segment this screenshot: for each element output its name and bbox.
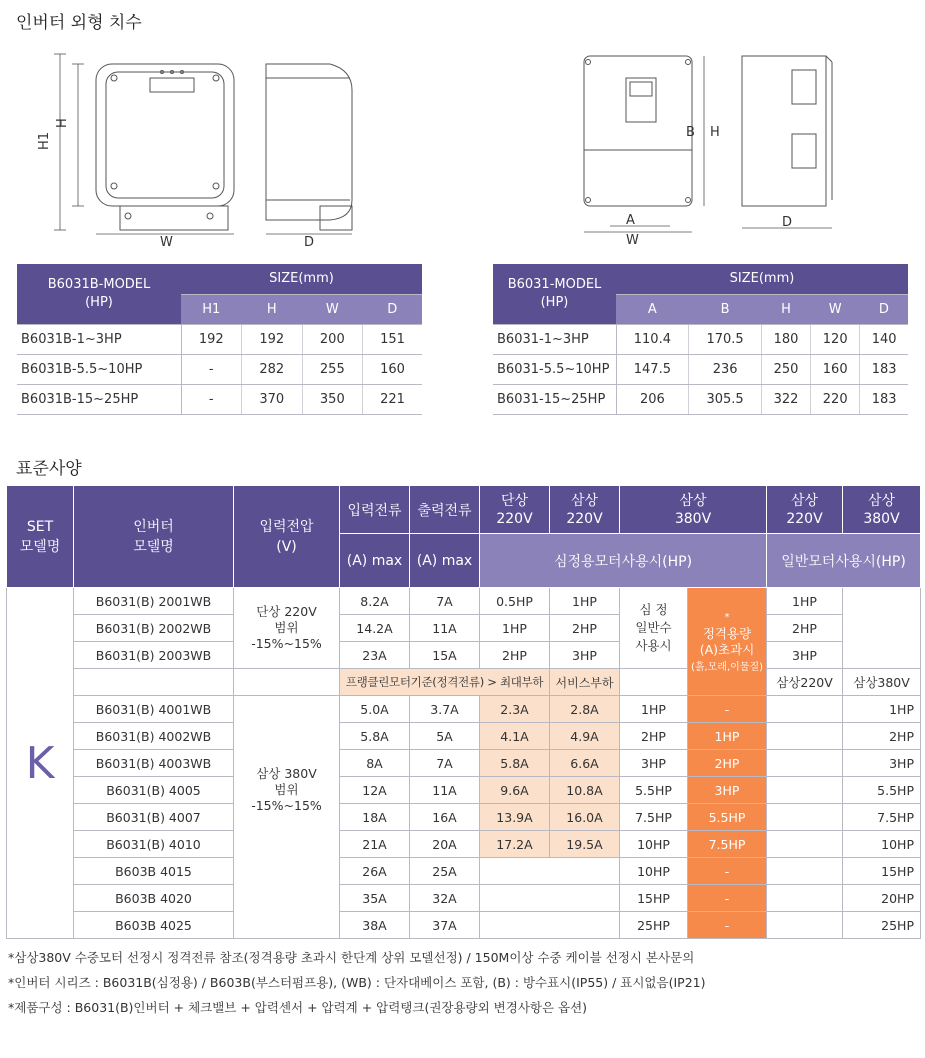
col-w: W — [302, 294, 363, 324]
side-body — [266, 64, 352, 220]
table-row: B6031B-1~3HP 192 192 200 151 — [17, 324, 422, 354]
header-deep-well: 심정용모터사용시(HP) — [480, 534, 767, 588]
model-header: B6031B-MODEL (HP) — [17, 264, 181, 324]
header-general-380: 삼상 380V — [843, 486, 921, 534]
label-d: D — [782, 215, 793, 230]
header-three-220: 삼상 220V — [550, 486, 620, 534]
table-row: B603B 4020 35A 32A 15HP - 20HP — [7, 885, 921, 912]
col-a: A — [616, 294, 689, 324]
franklin-note: 프랭클린모터기준(정격전류) > 최대부하 — [340, 669, 550, 696]
vent-bottom — [792, 134, 816, 168]
table-row: B603B 4015 26A 25A 10HP - 15HP — [7, 858, 921, 885]
section-title-spec: 표준사양 — [16, 459, 82, 479]
header-general-motor: 일반모터사용시(HP) — [767, 534, 921, 588]
general-380-label: 삼상380V — [843, 669, 921, 696]
table-row: B6031(B) 4001WB 삼상 380V 범위 -15%~15% 5.0A 3.7A 2.3A 2.8A 1HP - 1HP — [7, 696, 921, 723]
table-row — [7, 669, 921, 696]
header-input-voltage: 입력전압 (V) — [234, 486, 340, 588]
note-3: *제품구성 : B6031(B)인버터 + 체크밸브 + 압력센서 + 압력계 + 압력탱크(권장용량외 변경사항은 옵션) — [8, 1000, 588, 1015]
table-row: B6031(B) 4007 18A 16A 13.9A 16.0A 7.5HP 5.5HP 7.5HP — [7, 804, 921, 831]
size-header: SIZE(mm) — [616, 264, 908, 294]
table-row: B6031-15~25HP 206 305.5 322 220 183 — [493, 384, 908, 414]
table-row: B6031(B) 4002WB 5.8A 5A 4.1A 4.9A 2HP 1HP 2HP — [7, 723, 921, 750]
header-three-380: 삼상 380V — [620, 486, 767, 534]
label-h: H — [55, 118, 70, 128]
voltage-single: 단상 220V 범위 -15%~15% — [234, 588, 340, 669]
col-d: D — [860, 294, 908, 324]
table-row: B6031-5.5~10HP 147.5 236 250 160 183 — [493, 354, 908, 384]
label-h1: H1 — [37, 131, 52, 150]
model-header: B6031-MODEL (HP) — [493, 264, 616, 324]
table-row: B6031(B) 4003WB 8A 7A 5.8A 6.6A 3HP 2HP 3HP — [7, 750, 921, 777]
col-h: H — [242, 294, 303, 324]
note-1: *삼상380V 수중모터 선정시 정격전류 참조(정격용량 초과시 한단계 상위 모델선정) / 150M이상 수중 케이블 선정시 본사문의 — [8, 950, 695, 965]
col-w: W — [811, 294, 860, 324]
table-row: K B6031(B) 2001WB 단상 220V 범위 -15%~15% 8.2A 7A 0.5HP 1HP 심 정 일반수 사용시 * 정격용량 (A)초과시 (흙,모래,이물질) 1HP — [7, 588, 921, 615]
table-b6031-dimensions — [493, 264, 908, 415]
table-row: B6031B-15~25HP - 370 350 221 — [17, 384, 422, 414]
col-h: H — [761, 294, 810, 324]
table-row: B6031-1~3HP 110.4 170.5 180 120 140 — [493, 324, 908, 354]
table-row: B6031(B) 4005 12A 11A 9.6A 10.8A 5.5HP 3HP 5.5HP — [7, 777, 921, 804]
general-220-label: 삼상220V — [767, 669, 843, 696]
section-title-dimensions: 인버터 외형 치수 — [16, 13, 142, 33]
side-body — [742, 56, 826, 206]
header-output-current: 출력전류 — [410, 486, 480, 534]
b6031b-drawing — [30, 50, 370, 250]
service-load-label: 서비스부하 — [550, 669, 620, 696]
label-w: W — [626, 233, 639, 248]
note-2: *인버터 시리즈 : B6031B(심정용) / B603B(부스터펌프용), (WB) : 단자대베이스 포함, (B) : 방수표시(IP55) / 표시없음(IP21) — [8, 975, 706, 990]
header-output-unit: (A) max — [410, 534, 480, 588]
table-row: B6031B-5.5~10HP - 282 255 160 — [17, 354, 422, 384]
col-b: B — [689, 294, 762, 324]
header-input-unit: (A) max — [340, 534, 410, 588]
table-row: B6031(B) 2003WB 23A 15A 2HP 3HP 3HP — [7, 642, 921, 669]
header-input-current: 입력전류 — [340, 486, 410, 534]
label-d: D — [304, 235, 315, 250]
table-row: B6031(B) 4010 21A 20A 17.2A 19.5A 10HP 7.5HP 10HP — [7, 831, 921, 858]
table-row: B6031(B) 2002WB 14.2A 11A 1HP 2HP 2HP — [7, 615, 921, 642]
header-single-220: 단상 220V — [480, 486, 550, 534]
col-h1: H1 — [181, 294, 242, 324]
rated-capacity-note: * 정격용량 (A)초과시 (흙,모래,이물질) — [688, 588, 767, 696]
display-window — [150, 78, 194, 92]
header-inverter-model: 인버터 모델명 — [74, 486, 234, 588]
label-b: B — [686, 125, 695, 140]
label-w: W — [160, 235, 173, 250]
size-header: SIZE(mm) — [181, 264, 422, 294]
b6031-drawing — [560, 50, 900, 250]
header-general-220: 삼상 220V — [767, 486, 843, 534]
voltage-three: 삼상 380V 범위 -15%~15% — [234, 696, 340, 939]
vent-top — [792, 70, 816, 104]
col-d: D — [363, 294, 422, 324]
table-b6031b-dimensions — [17, 264, 422, 415]
header-set-model: SET 모델명 — [7, 486, 74, 588]
spec-table — [6, 485, 921, 939]
table-row: B603B 4025 38A 37A 25HP - 25HP — [7, 912, 921, 939]
label-a: A — [626, 213, 635, 228]
label-h: H — [710, 125, 720, 140]
set-model-letter: K — [7, 588, 74, 939]
deep-general-note: 심 정 일반수 사용시 — [620, 588, 688, 669]
